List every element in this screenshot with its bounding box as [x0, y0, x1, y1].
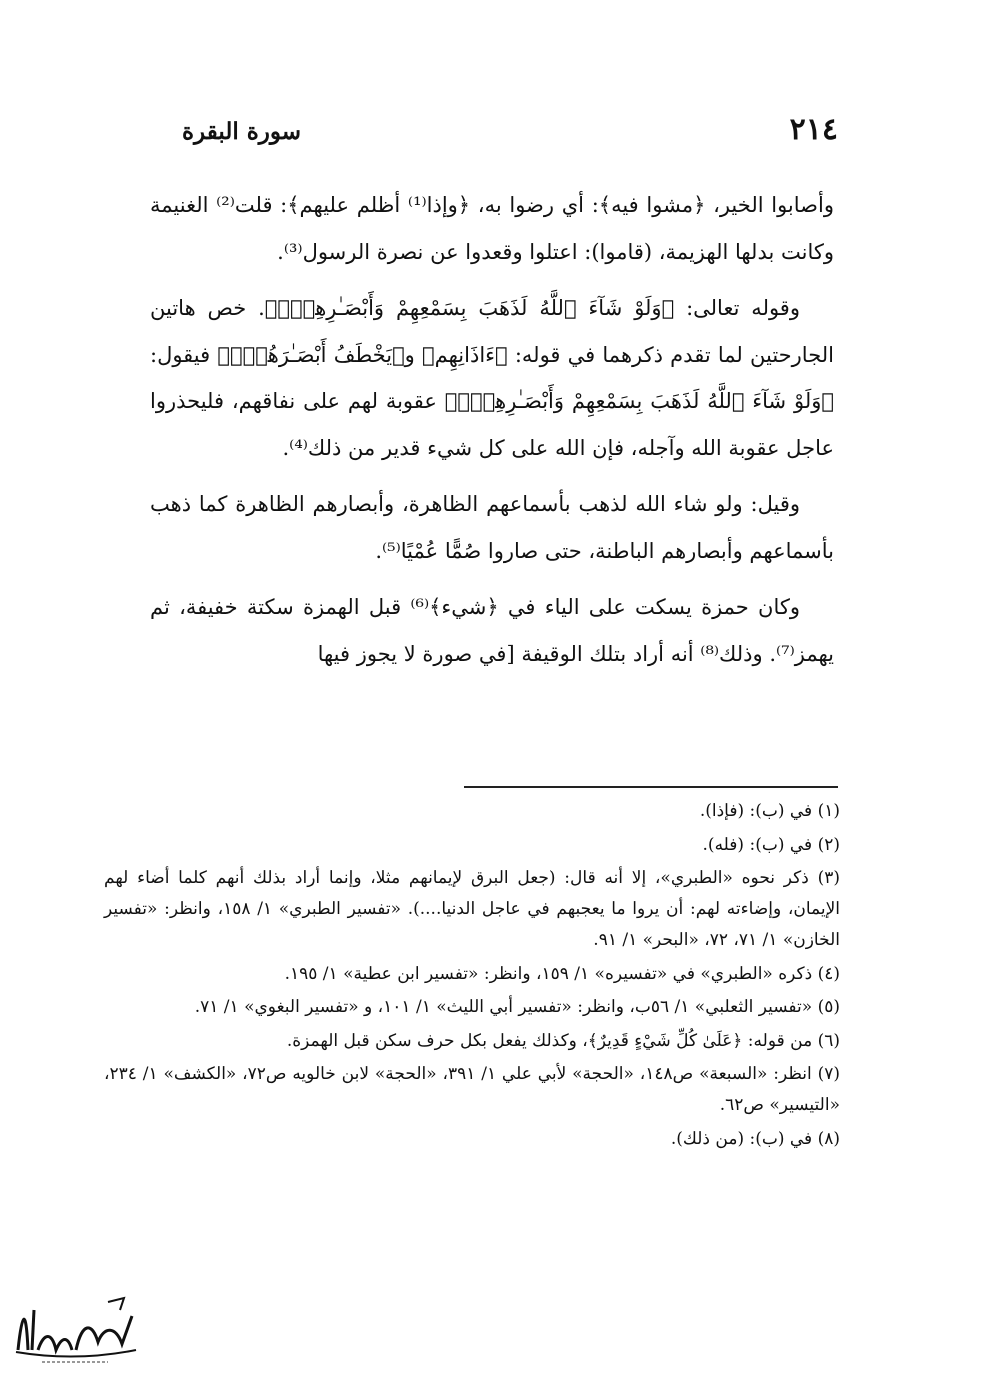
footnote-divider: [464, 786, 838, 788]
footnote: (٧) انظر: «السبعة» ص١٤٨، «الحجة» لأبي علي ١/ ٣٩١، «الحجة» لابن خالويه ص٧٢، «الكشف» ١/ ٢٣٤، «التيسير» ص٦٢.: [104, 1064, 840, 1115]
surah-title: سورة البقرة: [182, 118, 302, 145]
paragraph: وكان حمزة يسكت على الياء في ﴿شيء﴾⁽⁶⁾ قبل الهمزة سكتة خفيفة، ثم يهمز⁽⁷⁾. وذلك⁽⁸⁾ أنه أراد بتلك الوقيفة [في صورة لا يجوز فيها: [150, 595, 834, 666]
paragraph: وقيل: ولو شاء الله لذهب بأسماعهم الظاهرة، وأبصارهم الظاهرة كما ذهب بأسماعهم وأبصارهم الباطنة، حتى صاروا صُمًّا عُمْيًا⁽⁵⁾.: [150, 492, 834, 563]
footnote: (٨) في (ب): (من ذلك).: [670, 1128, 840, 1149]
footnote: (٦) من قوله: ﴿عَلَىٰ كُلِّ شَيْءٍ قَدِيرٌ﴾، وكذلك يفعل بكل حرف سكن قبل الهمزة.: [286, 1030, 840, 1051]
footnote: (١) في (ب): (فإذا).: [699, 801, 840, 821]
page-number: ٢١٤: [789, 112, 838, 147]
footnote: (٤) ذكره «الطبري» في «تفسيره» ١/ ١٥٩، وانظر: «تفسير ابن عطية» ١/ ١٩٥.: [284, 963, 840, 984]
footnote: (٢) في (ب): (فله).: [702, 834, 840, 855]
footnotes: [104, 796, 840, 1157]
paragraph: وقوله تعالى: ﴿وَلَوْ شَآءَ ٱللَّهُ لَذَهَبَ بِسَمْعِهِمْ وَأَبْصَـٰرِهِمْۚ﴾. خص هاتين الجارحتين لما تقدم ذكرهما في قوله: ﴿ءَاذَانِهِم﴾ و﴿يَخْطَفُ أَبْصَـٰرَهُمْۖ﴾ فيقول: ﴿وَلَوْ شَآءَ ٱللَّهُ لَذَهَبَ بِسَمْعِهِمْ وَأَبْصَـٰرِهِمْۚ﴾ عقوبة لهم على نفاقهم، فليحذروا عاجل عقوبة الله وآجله، فإن الله على كل شيء قدير من ذلك⁽⁴⁾.: [150, 296, 834, 460]
main-text: [150, 182, 834, 687]
footnote: (٥) «تفسير الثعلبي» ١/ ٥٦ب، وانظر: «تفسير أبي الليث» ١/ ١٠١، و «تفسير البغوي» ١/ ٧١.: [194, 997, 840, 1017]
publisher-logo: [12, 1292, 140, 1370]
page-header: [172, 112, 838, 162]
footnote: (٣) ذكر نحوه «الطبري»، إلا أنه قال: (جعل البرق لإيمانهم مثلا، وإنما أراد بذلك أنهم كلما أضاء لهم الإيمان، وإضاءته لهم: أن يروا ما يعجبهم في عاجل الدنيا....). «تفسير الطبري» ١/ ١٥٨، وانظر: «تفسير الخازن» ١/ ٧١، ٧٢، «البحر» ١/ ٩١.: [104, 868, 840, 950]
paragraph: وأصابوا الخير، ﴿مشوا فيه﴾: أي رضوا به، ﴿وإذا⁽¹⁾ أظلم عليهم﴾: قلت⁽²⁾ الغنيمة وكانت بدلها الهزيمة، (قاموا): اعتلوا وقعدوا عن نصرة الرسول⁽³⁾.: [150, 193, 834, 264]
